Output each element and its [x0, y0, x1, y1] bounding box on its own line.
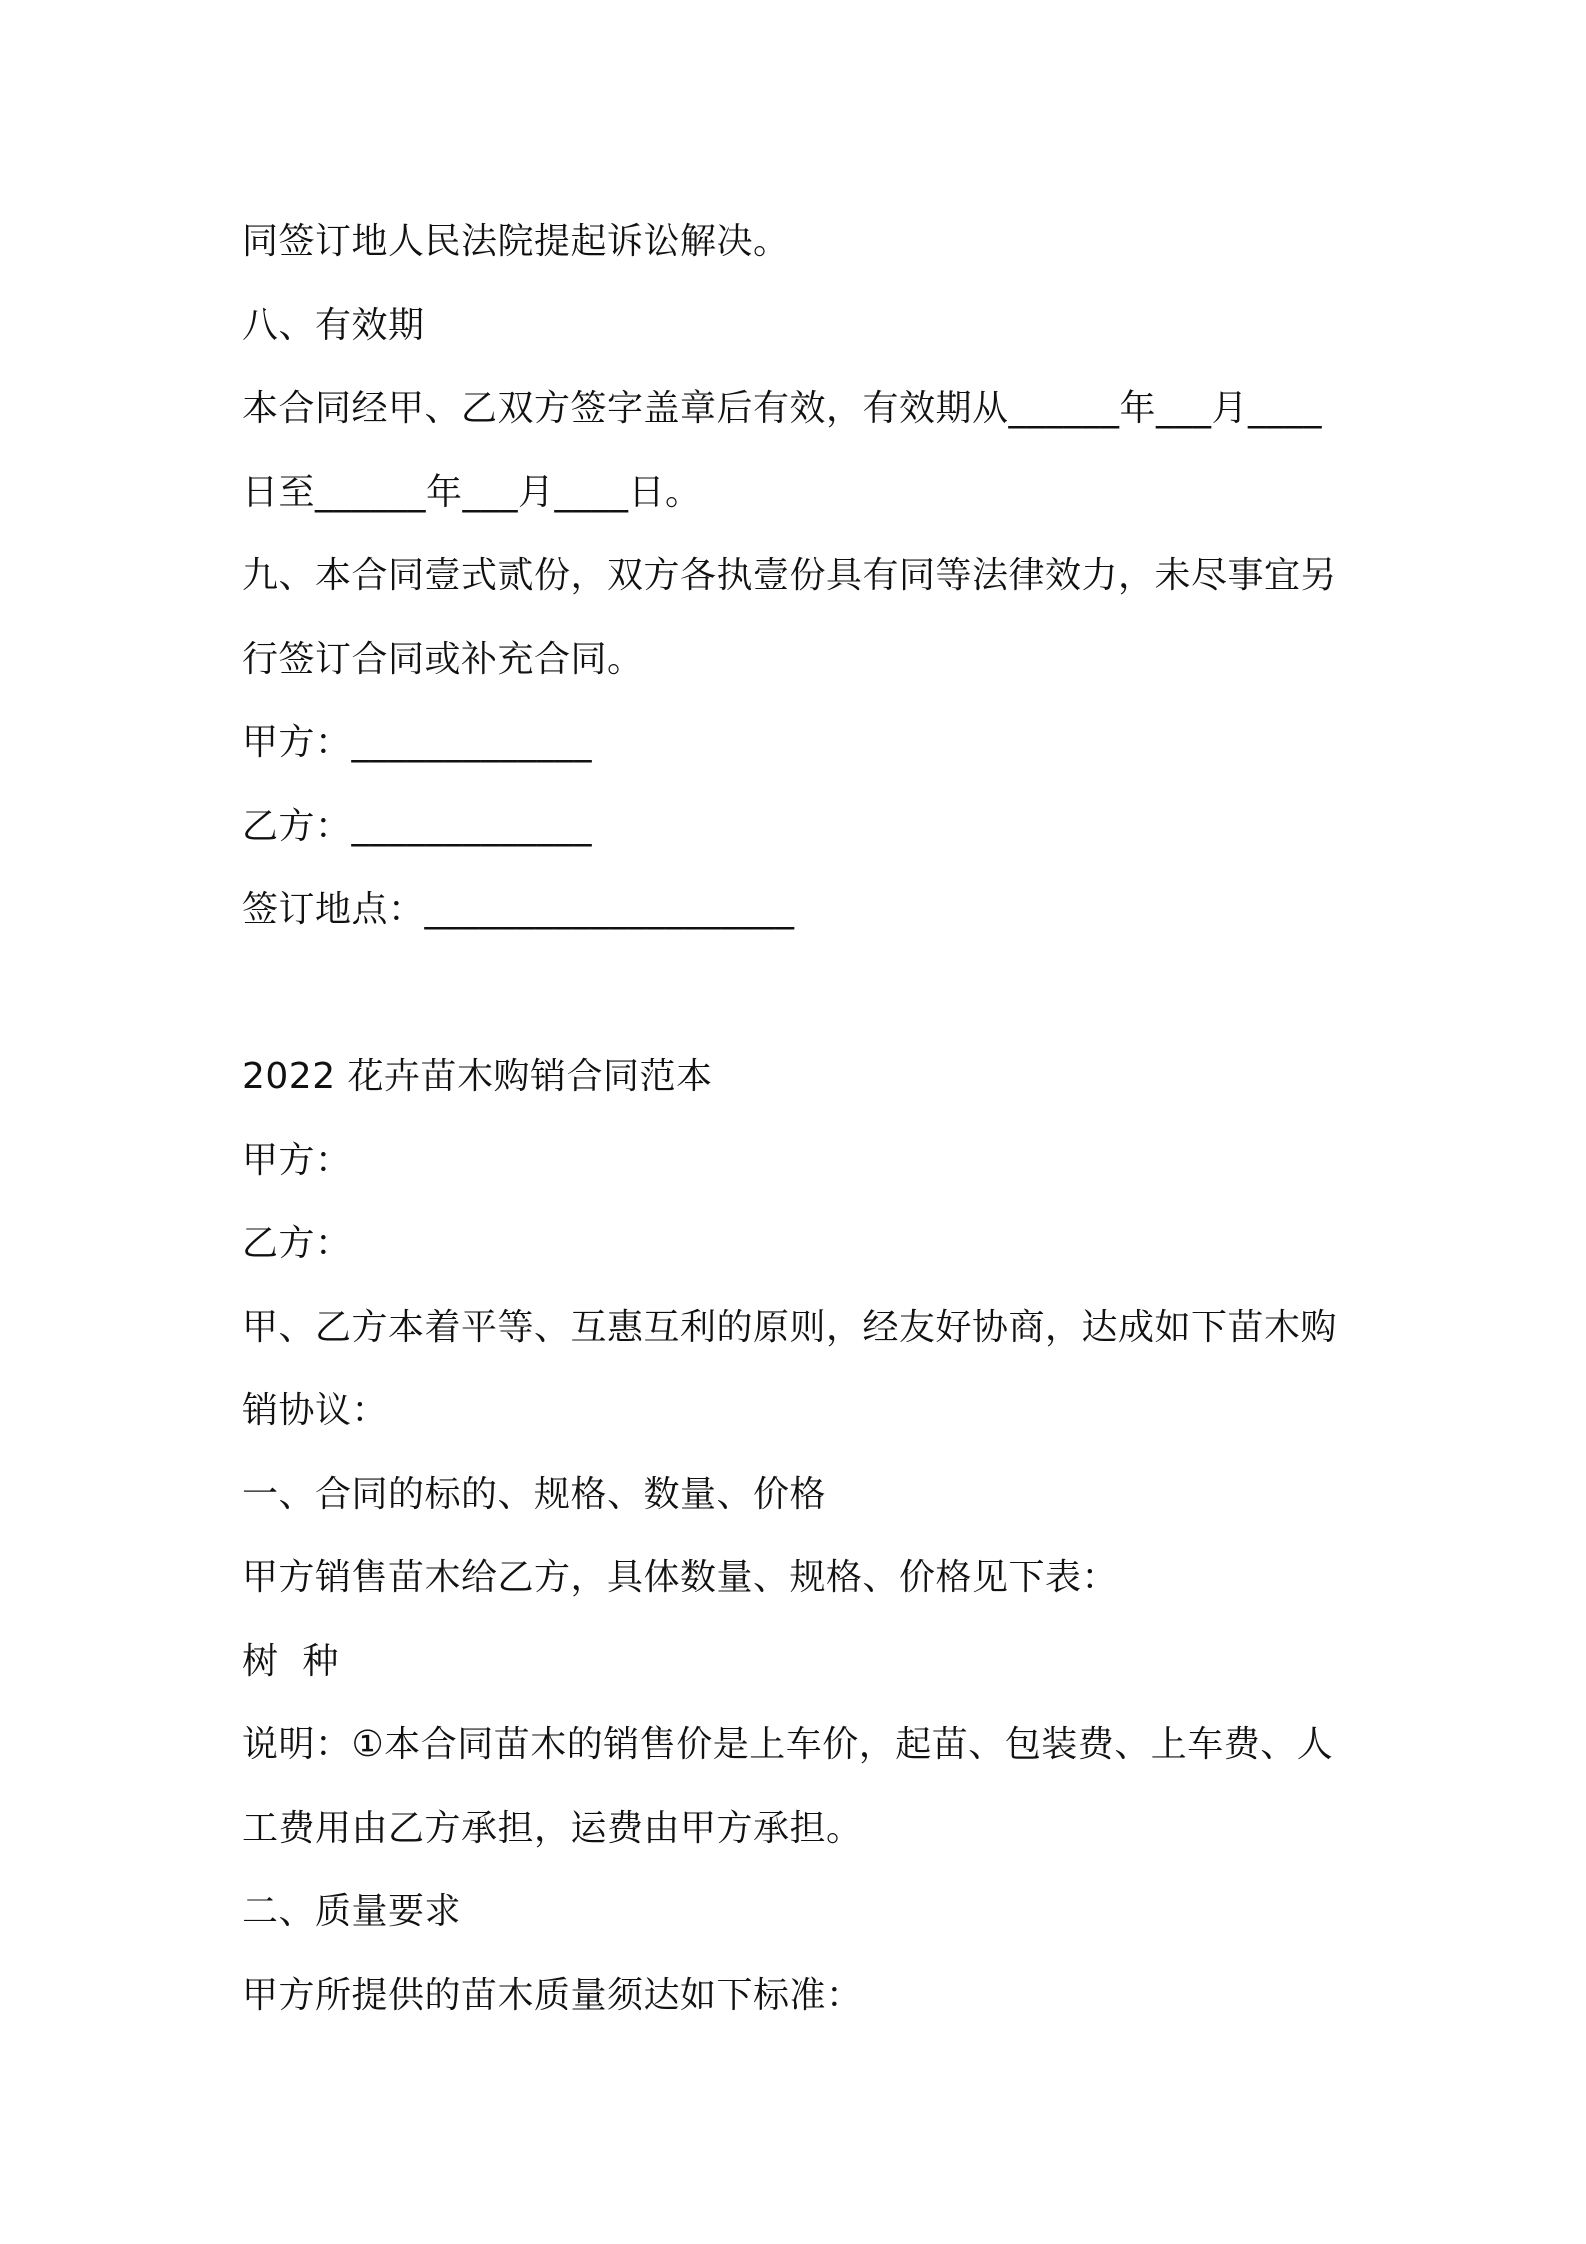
clause-8-text-line-1: 本合同经甲、乙双方签字盖章后有效，有效期从______年___月____ — [242, 388, 1323, 429]
clause-9-line-2: 行签订合同或补充合同。 — [242, 638, 644, 680]
note-line-1: 说明：①本合同苗木的销售价是上车价，起苗、包装费、上车费、人 — [242, 1724, 1334, 1765]
party-a-signature-line: 甲方：_____________ — [242, 722, 593, 763]
clause-1-text: 甲方销售苗木给乙方，具体数量、规格、价格见下表： — [242, 1557, 1119, 1598]
document-body — [242, 200, 1362, 2037]
clause-8-heading: 八、有效期 — [242, 304, 425, 346]
table-header-species: 树 种 — [242, 1640, 339, 1682]
note-line-2: 工费用由乙方承担，运费由甲方承担。 — [242, 1807, 863, 1849]
section-gap — [242, 952, 1362, 1036]
party-b-signature-line: 乙方：_____________ — [242, 805, 593, 847]
contract-title: 2022 花卉苗木购销合同范本 — [242, 1056, 713, 1097]
clause-8-text-line-2: 日至______年___月____日。 — [242, 471, 702, 513]
party-a-line: 甲方： — [242, 1139, 352, 1181]
party-b-line: 乙方： — [242, 1223, 352, 1264]
preamble-line-1: 甲、乙方本着平等、互惠互利的原则，经友好协商，达成如下苗木购 — [242, 1306, 1338, 1348]
signing-place-line: 签订地点：____________________ — [242, 889, 795, 930]
clause-2-heading: 二、质量要求 — [242, 1891, 462, 1932]
clause-2-text: 甲方所提供的苗木质量须达如下标准： — [242, 1974, 863, 2016]
preamble-line-2: 销协议： — [242, 1390, 389, 1431]
clause-7-continuation: 同签订地人民法院提起诉讼解决。 — [242, 221, 790, 262]
clause-9-line-1: 九、本合同壹式贰份，双方各执壹份具有同等法律效力，未尽事宜另 — [242, 555, 1338, 596]
clause-1-heading: 一、合同的标的、规格、数量、价格 — [242, 1473, 827, 1515]
